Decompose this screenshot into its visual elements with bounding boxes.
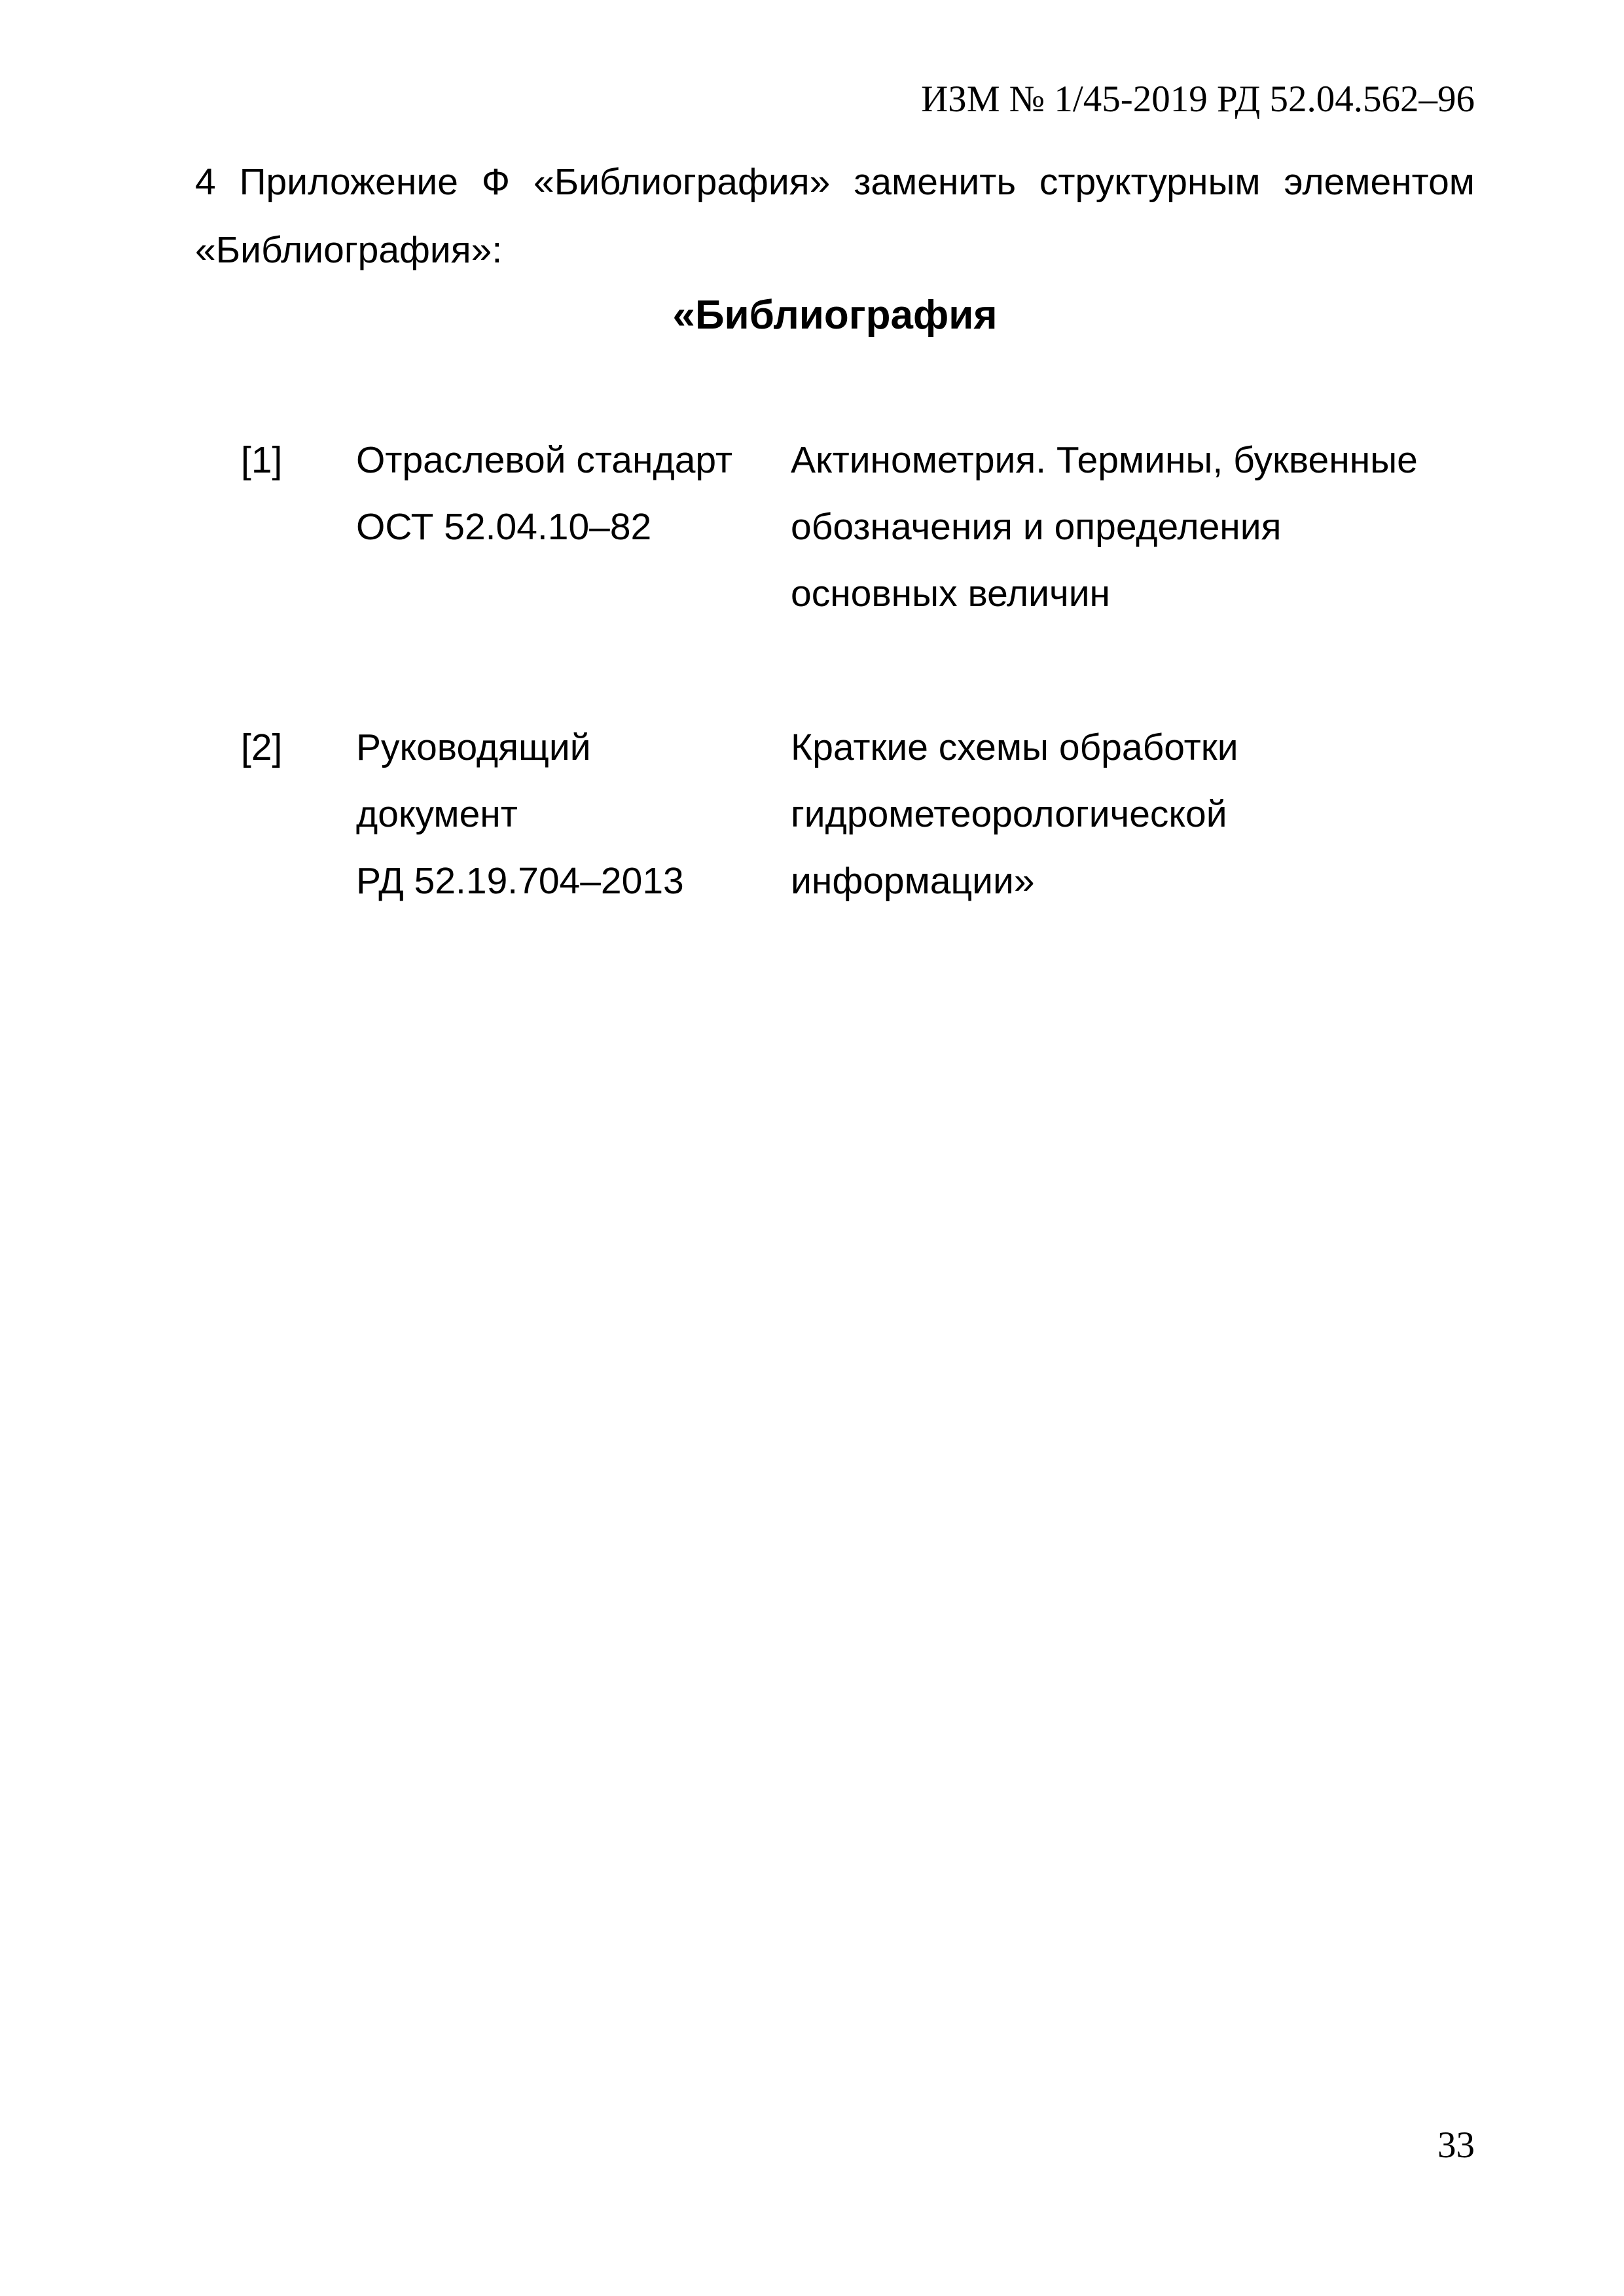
entry-document-type	[356, 427, 775, 560]
entry-title-line: Актинометрия. Термины, буквенные	[791, 439, 1418, 481]
entry-title-line: информации»	[791, 860, 1035, 902]
entry-number: [2]	[241, 726, 283, 768]
entry-document-type-line: документ	[356, 793, 518, 835]
section-title: «Библиография	[672, 293, 998, 338]
amendment-instruction: 4 Приложение Ф «Библиография» заменить структурным элементом «Библиография»:	[195, 161, 1475, 271]
page-number: 33	[1437, 2125, 1475, 2166]
entry-title	[791, 714, 1491, 914]
entry-document-type-line: Руководящий	[356, 726, 591, 768]
entry-title-line: Краткие схемы обработки	[791, 726, 1238, 768]
entry-document-type-line: ОСТ 52.04.10–82	[356, 506, 652, 548]
entry-document-type-line: РД 52.19.704–2013	[356, 860, 684, 902]
entry-title-line: гидрометеорологической	[791, 793, 1227, 835]
entry-document-type-line: Отраслевой стандарт	[356, 439, 732, 481]
document-code-header: ИЗМ № 1/45-2019 РД 52.04.562–96	[921, 79, 1475, 120]
entry-number: [1]	[241, 439, 283, 481]
entry-title	[791, 427, 1491, 627]
entry-title-line: основных величин	[791, 573, 1111, 615]
entry-title-line: обозначения и определения	[791, 506, 1282, 548]
entry-document-type	[356, 714, 775, 914]
